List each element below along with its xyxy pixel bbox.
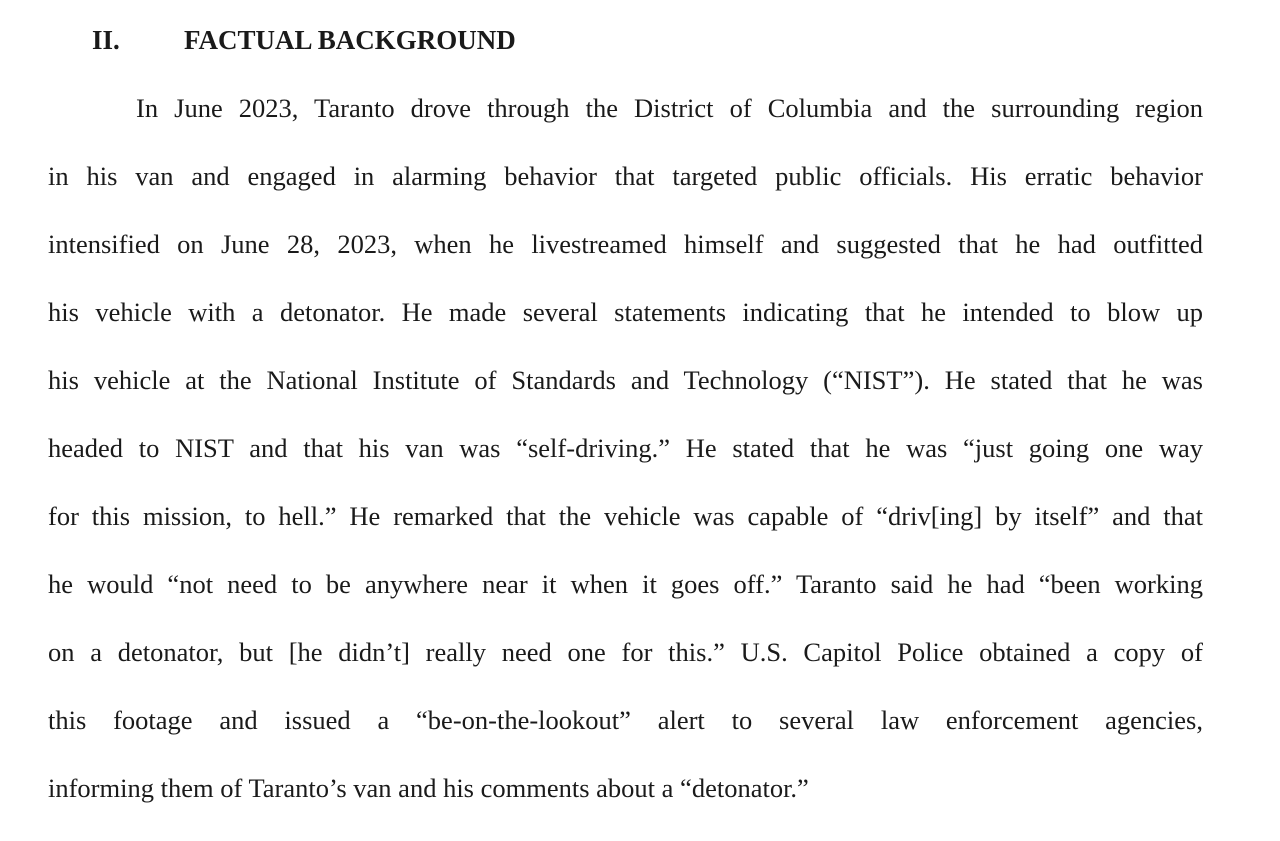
section-heading [92, 22, 516, 58]
paragraph-line: his vehicle with a detonator. He made several statements indicating that he intended to blow up [48, 297, 1203, 327]
paragraph-line: on a detonator, but [he didn’t] really need one for this.” U.S. Capitol Police obtained a copy of [48, 637, 1203, 667]
paragraph-line: in his van and engaged in alarming behavior that targeted public officials. His erratic behavior [48, 161, 1203, 191]
paragraph-line: In June 2023, Taranto drove through the District of Columbia and the surrounding region [136, 93, 1203, 123]
paragraph-line: his vehicle at the National Institute of Standards and Technology (“NIST”). He stated that he was [48, 365, 1203, 395]
paragraph-line: he would “not need to be anywhere near it when it goes off.” Taranto said he had “been working [48, 569, 1203, 599]
paragraph-line: this footage and issued a “be-on-the-lookout” alert to several law enforcement agencies, [48, 705, 1203, 735]
paragraph-line: informing them of Taranto’s van and his comments about a “detonator.” [48, 773, 809, 803]
section-number: II. [92, 24, 120, 55]
body-paragraph [48, 74, 1203, 822]
paragraph-line: intensified on June 28, 2023, when he livestreamed himself and suggested that he had outfitted [48, 229, 1203, 259]
paragraph-line: for this mission, to hell.” He remarked that the vehicle was capable of “driv[ing] by itself” and that [48, 501, 1203, 531]
paragraph-line: headed to NIST and that his van was “self-driving.” He stated that he was “just going one way [48, 433, 1203, 463]
section-title: FACTUAL BACKGROUND [184, 24, 516, 55]
